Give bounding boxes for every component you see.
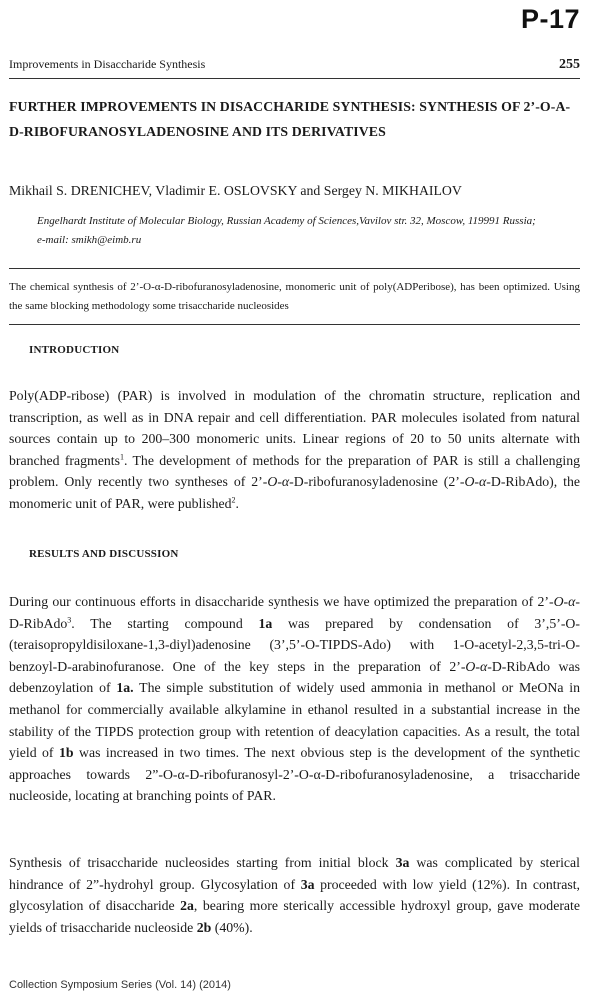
compound-2a: 2a [180,898,194,914]
reference-2: 2 [231,495,236,505]
compound-1b: 1b [58,745,74,761]
running-head [9,57,580,79]
affiliation-institute: Engelhardt Institute of Molecular Biology, Russian Academy of Sciences,Vavilov str. 32, Moscow, 119991 Russia; [37,215,536,227]
compound-1a: 1a. [116,680,134,696]
footer: Collection Symposium Series (Vol. 14) (2014) [9,979,231,991]
reference-3: 3 [67,615,72,624]
introduction-paragraph: Poly(ADP-ribose) (PAR) is involved in modulation of the chromatin structure, replication and transcription, as well as in DNA repair and cell differentiation. PAR molecules isolated from natural sources contain up to 200–300 monomeric units. Linear regions of 20 to 50 units alternate with branched fragments$^1$. The development of methods for the preparation of PAR is still a challenging problem. Only recently two syntheses of 2’-O-α-D-ribofuranosyladenosine (2’-O-α-D-RibAdo), the monomeric unit of PAR, were published$^2$. [9,388,580,511]
abstract: The chemical synthesis of 2’-O-α-D-ribofuranosyladenosine, monomeric unit of poly(ADPeribose), has been optimized. Using the same blocking methodology some trisaccharide nucleosides [9,281,580,312]
compound-3a: 3a [300,876,315,892]
section-heading-results: RESULTS AND DISCUSSION [29,548,179,560]
results-paragraph-1: During our continuous efforts in disaccharide synthesis we have optimized the preparation of 2’-O-α-D-RibAdo$^3$. The starting compound 1a was prepared by condensation of 3’,5’-O-(teraisopropyldisiloxane-1,3-diyl)adenosine (3’,5’-O-TIPDS-Ado) with 1-O-acetyl-2,3,5-tri-O-benzoyl-D-arabinofuranose. One of the key steps in the preparation of 2’-O-α-D-RibAdo was debenzoylation of 1a. The simple substitution of widely used ammonia in methanol or MeONa in methanol for commercially available alkylamine in ethanol resulted in a substantial increase in the stability of the TIPDS protection group with retention of deacylation capacities. As a result, the total yield of 1b was increased in two times. The next obvious step is the development of the synthetic approaches towards 2”-O-α-D-ribofuranosyl-2’-O-α-D-ribofuranosyladenosine, a trisaccharide nucleoside, locating at branching points of PAR. [9,594,580,804]
results-paragraph-2: Synthesis of trisaccharide nucleosides starting from initial block 3a was complicated by sterical hindrance of 2”-hydrohyl group. Glycosylation of 3a proceeded with low yield (12%). In contrast, glycosylation of disaccharide 2a, bearing more sterically accessible hydroxyl group, gave moderate yields of trisaccharide nucleoside 2b (40%). [9,855,581,935]
compound-2b: 2b [196,919,212,935]
compound-3a: 3a [395,855,410,870]
affiliation [37,212,580,250]
section-heading-introduction: INTRODUCTION [29,344,120,356]
page-label: P-17 [520,4,580,34]
running-title: Improvements in Disaccharide Synthesis [9,57,206,71]
abstract-top-rule [9,268,580,269]
compound-1a: 1a [258,615,273,631]
affiliation-email: e-mail: smikh@eimb.ru [37,234,142,246]
reference-1: 1 [120,452,125,462]
abstract-bottom-rule [9,324,580,325]
page-number: 255 [559,57,580,72]
authors: Mikhail S. DRENICHEV, Vladimir E. OSLOVSKY and Sergey N. MIKHAILOV [9,183,462,198]
paper-title: FURTHER IMPROVEMENTS IN DISACCHARIDE SYNTHESIS: SYNTHESIS OF 2’-O-Α-D-RIBOFURANOSYLADENOSINE AND ITS DERIVATIVES [9,99,571,139]
